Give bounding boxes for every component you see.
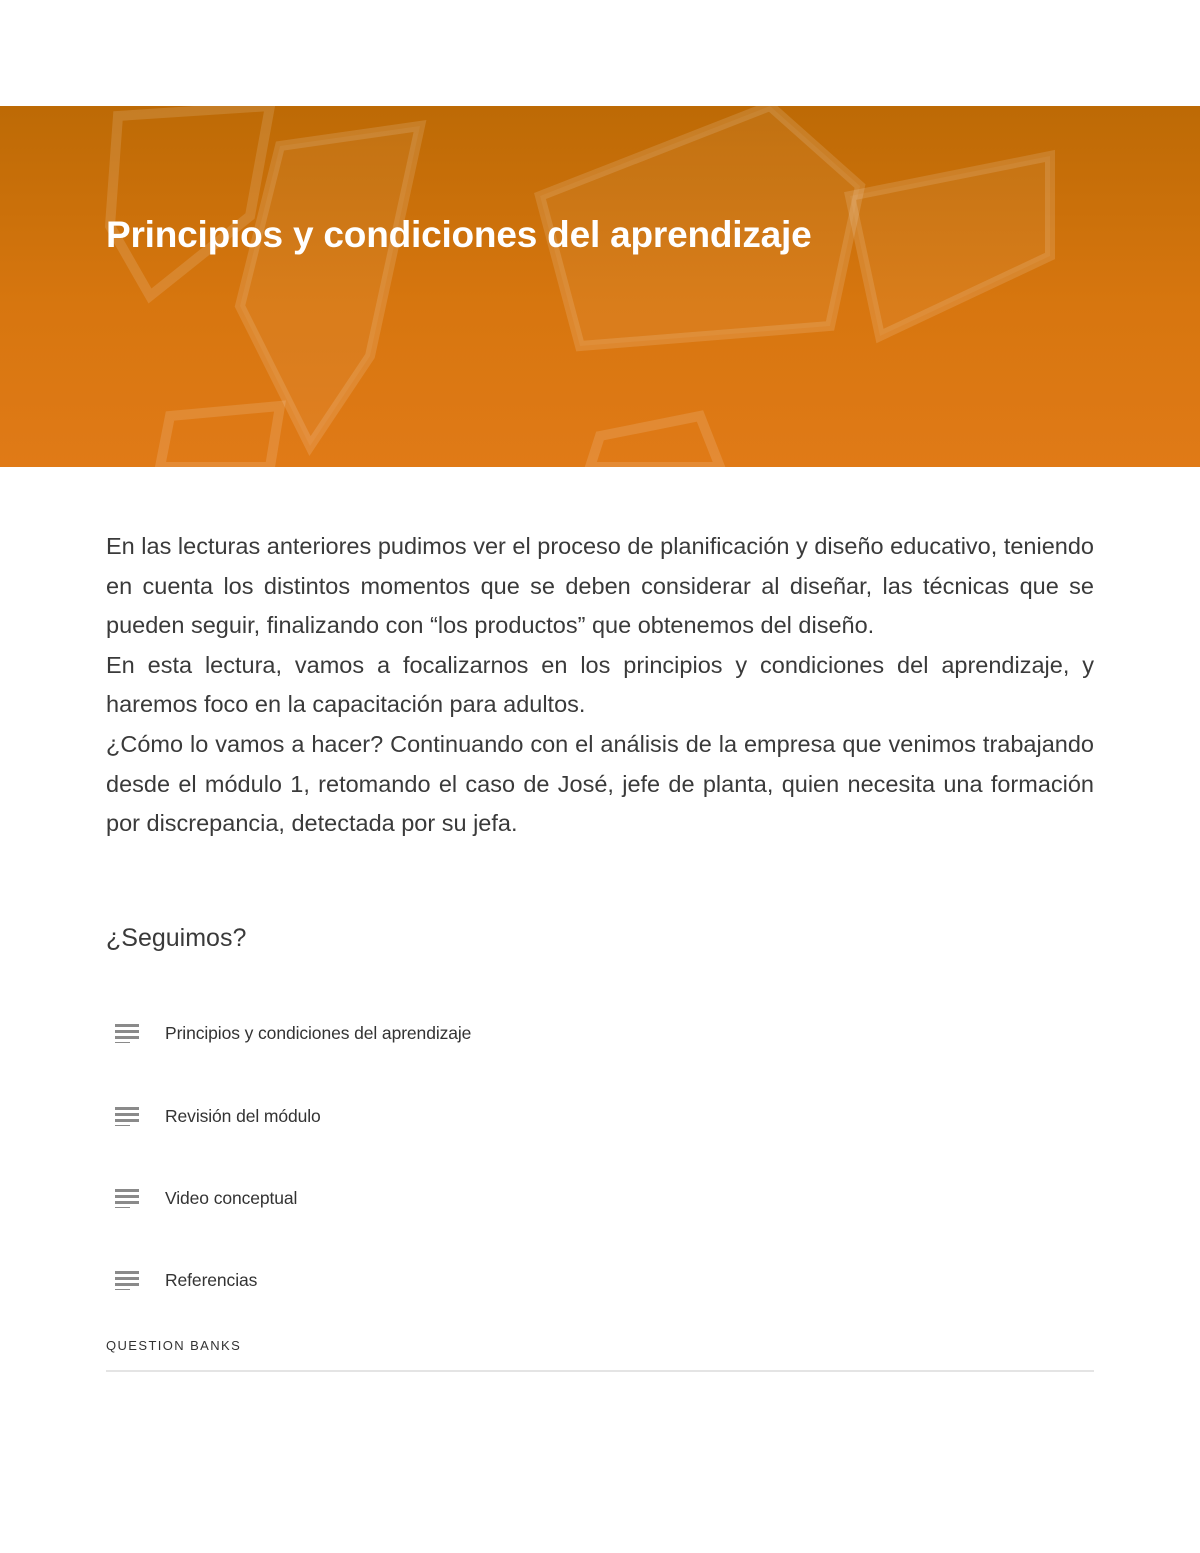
intro-question: ¿Seguimos?: [106, 924, 247, 952]
page-title: Principios y condiciones del aprendizaje: [106, 214, 812, 255]
lesson-link-referencias[interactable]: [106, 1265, 257, 1295]
lesson-link-principios[interactable]: [106, 1018, 471, 1048]
intro-paragraph: ¿Cómo lo vamos a hacer? Continuando con el análisis de la empresa que venimos trabajando desde el módulo 1, retomando el caso de José, jefe de planta, quien necesita una formación por discrepancia, detectada por su jefa.: [106, 730, 1094, 837]
lesson-link-video[interactable]: [106, 1183, 297, 1213]
lesson-label: Video conceptual: [165, 1187, 298, 1208]
hero-background-illustration: [0, 106, 1200, 467]
hero-banner: [0, 106, 1200, 467]
text-lines-icon: [115, 1106, 141, 1126]
intro-text: [106, 527, 1094, 844]
lesson-label: Revisión del módulo: [165, 1105, 321, 1126]
intro-paragraph: En las lecturas anteriores pudimos ver el proceso de planificación y diseño educativo, teniendo en cuenta los distintos momentos que se deben considerar al diseñar, las técnicas que se pueden seguir, finalizando con “los productos” que obtenemos del diseño.: [106, 533, 1094, 639]
intro-paragraph: En esta lectura, vamos a focalizarnos en los principios y condiciones del aprendizaje, y haremos foco en la capacitación para adultos.: [106, 651, 1094, 718]
text-lines-icon: [115, 1188, 141, 1208]
lesson-label: Principios y condiciones del aprendizaje: [165, 1022, 472, 1043]
lesson-link-revision[interactable]: [106, 1101, 321, 1131]
text-lines-icon: [115, 1270, 141, 1290]
divider: [106, 1370, 1094, 1372]
lesson-label: Referencias: [165, 1269, 258, 1290]
question-banks-heading: QUESTION BANKS: [106, 1338, 242, 1353]
text-lines-icon: [115, 1023, 141, 1043]
